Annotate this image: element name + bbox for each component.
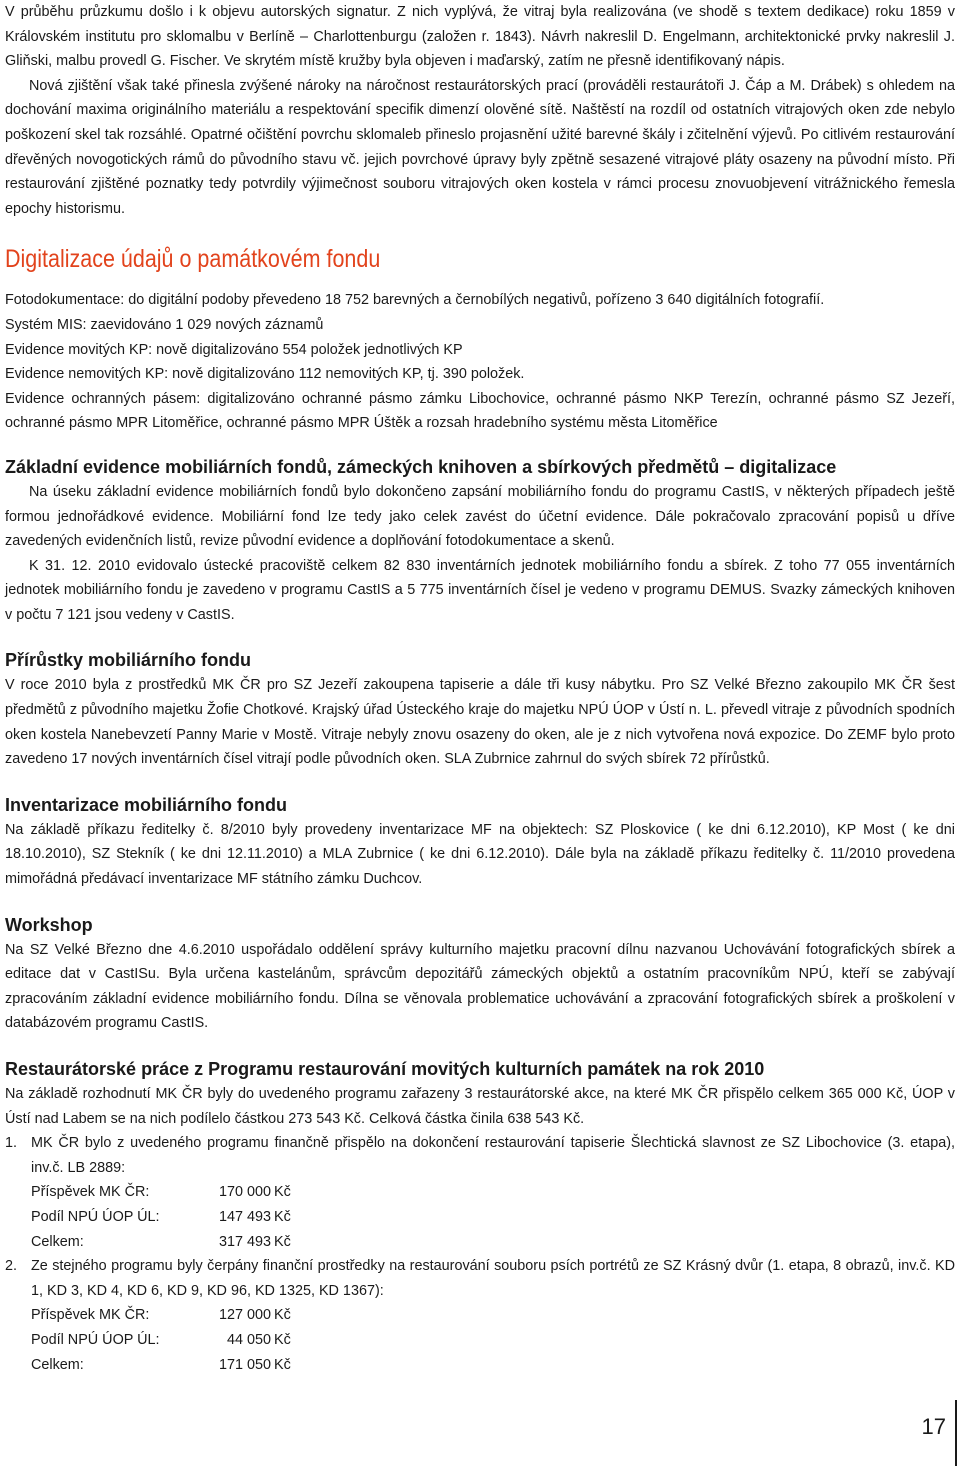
amount-row — [31, 1303, 955, 1328]
amount-value: 171 050 — [218, 1356, 271, 1373]
page-number: 17 — [921, 1414, 946, 1439]
digital-line-3: Evidence movitých KP: nově digitalizováno 554 položek jednotlivých KP — [5, 341, 463, 358]
prirustky-paragraph: V roce 2010 byla z prostředků MK ČR pro SZ Jezeří zakoupena tapiserie a dále tři kusy nábytku. Pro SZ Velké Březno zakoupilo MK ČR šest předmětů z původního majetku Žofie Chotkové. Krajský úřad Ústeckého kraje do majetku NPÚ ÚOP v Ústí n. L. převedl vitraje z původních spodních oken kostela Nanebevzetí Panny Marie v Mostě. Vitraje nebyly znovu osazeny do oken, ale je z nich vytvořena nová expozice. Do ZEMF bylo proto zavedeno 17 nových inventárních čísel vitrají podle původních oken. SLA Zubrnice zahrnul do svých sbírek 72 přírůstků. — [5, 677, 955, 768]
list-item-text: Ze stejného programu byly čerpány finanční prostředky na restaurování souboru psích portrétů ze SZ Krásný dvůr (1. etapa, 8 obrazů, inv.č. KD 1, KD 3, KD 4, KD 6, KD 9, KD 96, KD 1325, KD 1367): — [31, 1258, 955, 1299]
amount-row — [31, 1230, 955, 1255]
digital-line-4: Evidence nemovitých KP: nově digitalizováno 112 nemovitých KP, tj. 390 položek. — [5, 366, 525, 383]
amount-currency: Kč — [274, 1331, 291, 1348]
section-heading-mobiliar: Základní evidence mobiliárních fondů, zámeckých knihoven a sbírkových předmětů – digitalizace — [5, 456, 837, 477]
amount-label: Celkem: — [31, 1233, 84, 1250]
restaurace-paragraph: Na základě rozhodnutí MK ČR byly do uvedeného programu zařazeny 3 restaurátorské akce, na které MK ČR přispělo celkem 365 000 Kč, ÚOP v Ústí nad Labem se na nich podílelo částkou 273 543 Kč. Celková částka činila 638 543 Kč. — [5, 1086, 955, 1127]
amount-row — [31, 1205, 955, 1230]
list-item — [5, 1254, 955, 1303]
document-page — [5, 0, 955, 1377]
amount-currency: Kč — [274, 1307, 291, 1324]
amount-currency: Kč — [274, 1184, 291, 1201]
list-number: 2. — [5, 1258, 18, 1275]
section-heading-digitalizace: Digitalizace údajů o památkovém fondu — [5, 245, 381, 274]
amount-table — [31, 1180, 955, 1254]
mobiliar-paragraph-1: Na úseku základní evidence mobiliárních fondů bylo dokončeno zapsání mobiliárního fondu do programu CastIS, v některých případech ještě formou jednořádkové evidence. Mobiliární fond lze tedy jako celek zavést do účetní evidence. Dále pokračovalo zpracování popisů u dříve zavedených evidenčních listů, revize původní evidence a doplňování fotodokumentace a skenů. — [5, 483, 955, 550]
section-heading-inventarizace: Inventarizace mobiliárního fondu — [5, 794, 288, 815]
intro-paragraph-1: V průběhu průzkumu došlo i k objevu autorských signatur. Z nich vyplývá, že vitraj byla realizována (ve shodě s textem dedikace) roku 1859 v Královském institutu pro sklomalbu v Berlíně – Charlottenburgu (založen r. 1843). Návrh nakreslil D. Engelmann, architektonické prvky nakreslil J. Gliňski, malbu provedl G. Fischer. Ve skrytém místě kružby byla objeven i maďarský, zatím ne přesně identifikovaný nápis. — [5, 4, 955, 70]
amount-label: Podíl NPÚ ÚOP ÚL: — [31, 1208, 160, 1225]
section-heading-workshop: Workshop — [5, 914, 93, 935]
page-number-rule — [955, 1400, 957, 1466]
list-number: 1. — [5, 1135, 18, 1152]
mobiliar-paragraph-2: K 31. 12. 2010 evidovalo ústecké pracoviště celkem 82 830 inventárních jednotek mobiliárního fondu a sbírek. Z toho 77 055 inventárních jednotek mobiliárního fondu je zavedeno v programu CastIS a 5 775 inventárních čísel je vedeno v programu DEMUS. Svazky zámeckých knihoven v počtu 7 121 jsou vedeny v CastIS. — [5, 557, 955, 623]
amount-currency: Kč — [274, 1356, 291, 1373]
amount-value: 44 050 — [226, 1331, 271, 1348]
amount-row — [31, 1353, 955, 1378]
section-heading-prirustky: Přírůstky mobiliárního fondu — [5, 650, 252, 671]
digital-line-2: Systém MIS: zaevidováno 1 029 nových záznamů — [5, 316, 324, 333]
amount-table — [31, 1303, 955, 1377]
digital-line-1: Fotodokumentace: do digitální podoby převedeno 18 752 barevných a černobílých negativů, pořízeno 3 640 digitálních fotografií. — [5, 292, 825, 309]
amount-label: Příspěvek MK ČR: — [31, 1307, 150, 1324]
amount-value: 127 000 — [218, 1307, 271, 1324]
amount-label: Příspěvek MK ČR: — [31, 1184, 150, 1201]
list-item-text: MK ČR bylo z uvedeného programu finančně přispělo na dokončení restaurování tapiserie Šlechtická slavnost ze SZ Libochovice (3. etapa), inv.č. LB 2889: — [31, 1135, 955, 1176]
amount-label: Celkem: — [31, 1356, 84, 1373]
digital-line-5: Evidence ochranných pásem: digitalizováno ochranné pásmo zámku Libochovice, ochranné pásmo NKP Terezín, ochranné pásmo SZ Jezeří, ochranné pásmo MPR Litoměřice, ochranné pásmo MPR Úštěk a rozsah hradebního systému města Litoměřice — [5, 390, 955, 432]
inventarizace-paragraph: Na základě příkazu ředitelky č. 8/2010 byly provedeny inventarizace MF na objektech: SZ Ploskovice ( ke dni 6.12.2010), KP Most ( ke dni 18.10.2010), SZ Stekník ( ke dni 12.11.2010) a MLA Zubrnice ( ke dni 6.12.2010). Dále byla na základě příkazu ředitelky č. 11/2010 provedena mimořádná předávací inventarizace MF státního zámku Duchcov. — [5, 821, 955, 888]
amount-value: 317 493 — [218, 1233, 271, 1250]
section-heading-restaurace: Restaurátorské práce z Programu restaurování movitých kulturních památek na rok 2010 — [5, 1059, 765, 1079]
amount-label: Podíl NPÚ ÚOP ÚL: — [31, 1331, 160, 1348]
list-item — [5, 1131, 955, 1180]
amount-row — [31, 1180, 955, 1205]
amount-value: 147 493 — [218, 1208, 271, 1225]
amount-currency: Kč — [274, 1208, 291, 1225]
workshop-paragraph: Na SZ Velké Březno dne 4.6.2010 uspořádalo oddělení správy kulturního majetku pracovní dílnu nazvanou Uchovávání fotografických sbírek a editace dat v CastISu. Byla určena kastelánům, správcům depozitářů zámeckých objektů a ostatním pracovníkům NPÚ, kteří se zabývají zpracováním základní evidence mobiliárního fondu. Dílna se věnovala problematice uchovávání a zpracování fotografických sbírek a proškolení v databázovém programu CastIS. — [5, 941, 955, 1032]
intro-paragraph-2: Nová zjištění však také přinesla zvýšené nároky na náročnost restaurátorských prací (prováděli restaurátoři J. Čáp a M. Drábek) s ohledem na dochování maxima originálního materiálu a respektování specifik dimenzí olověné sítě. Naštěstí na rozdíl od ostatních vitrajových oken zde nebylo poškození skel tak rozsáhlé. Opatrné očištění povrchu sklomaleb přineslo projasnění užité barevné škály i zčitelnění výjevů. Po citlivém restaurování dřevěných novogotických rámů do původního stavu vč. jejich povrchové úpravy byly zpětně sesazené vitrajové pláty osazeny na původní místo. Při restaurování zjištěné poznatky tedy potvrdily výjimečnost souboru vitrajových oken kostela v rámci procesu znovuobjevení vitrážnického řemesla epochy historismu. — [5, 77, 955, 217]
amount-currency: Kč — [274, 1233, 291, 1250]
amount-value: 170 000 — [218, 1184, 271, 1201]
amount-row — [31, 1328, 955, 1353]
